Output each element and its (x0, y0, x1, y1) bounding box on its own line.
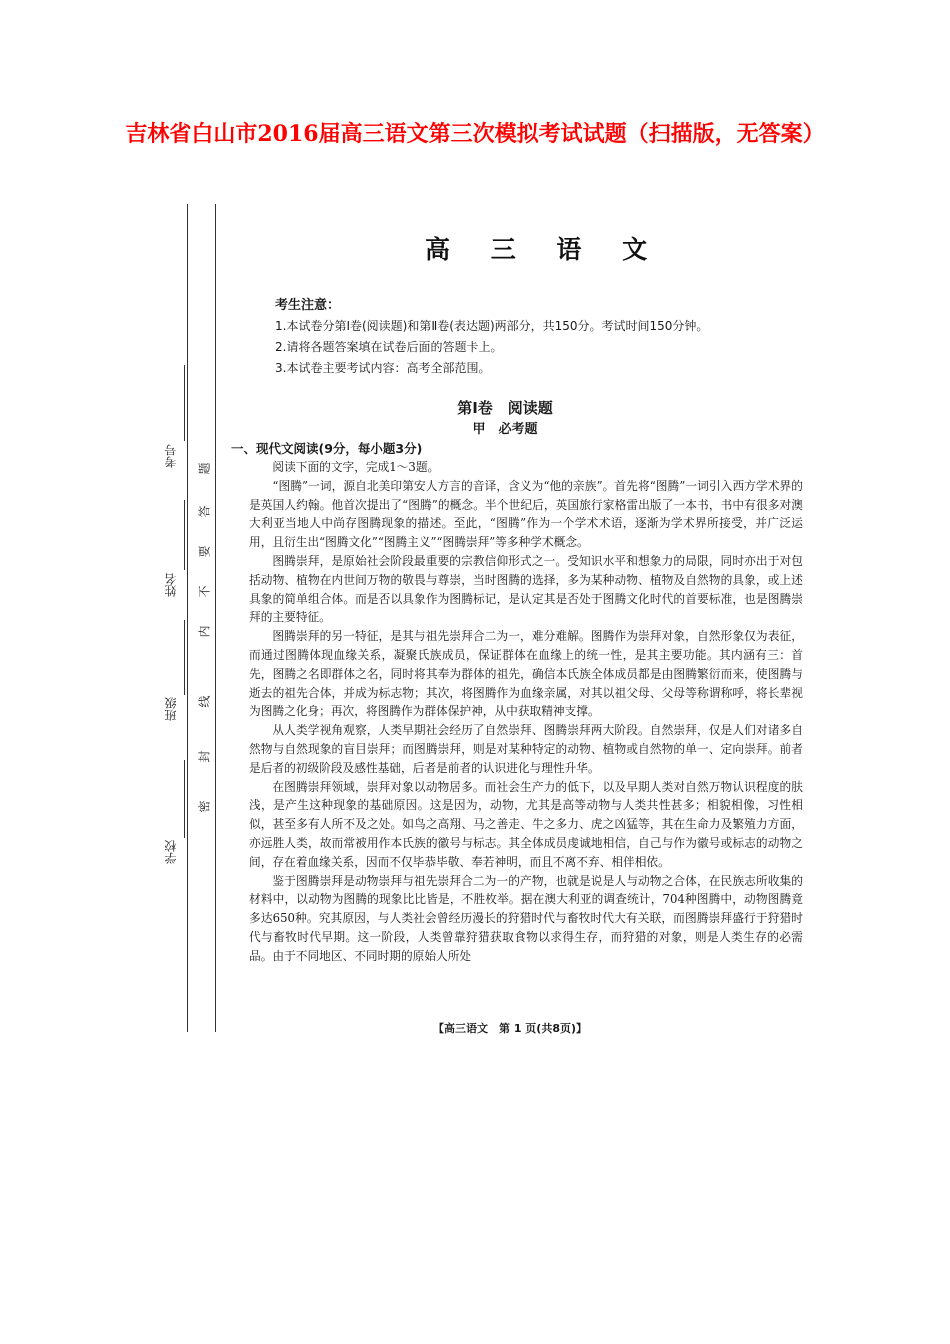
seal-char: 密 (197, 800, 212, 813)
binding-field-exam-number: 考号 (164, 444, 178, 468)
binding-line-outer (187, 204, 188, 1032)
school-fill-line (184, 760, 185, 838)
binding-field-class: 班级 (164, 697, 178, 721)
seal-char: 封 (197, 750, 212, 763)
notice-item: 1.本试卷分第Ⅰ卷(阅读题)和第Ⅱ卷(表达题)两部分，共150分。考试时间150分钟。 (275, 319, 709, 333)
notice-item: 2.请将各题答案填在试卷后面的答题卡上。 (275, 340, 503, 354)
seal-char: 要 (197, 545, 212, 558)
seal-char: 题 (197, 462, 212, 475)
passage-paragraph: “图腾”一词，源自北美印第安人方言的音译，含义为“他的亲族”。首先将“图腾”一词引入西方学术界的是英国人约翰。他首次提出了“图腾”的概念。半个世纪后，英国旅行家格雷出版了一本书，书中有很多对澳大利亚当地人中尚存图腾现象的描述。至此，“图腾”作为一个学术术语，逐渐为学术界所接受，并广泛运用，且衍生出“图腾文化”“图腾主义”“图腾崇拜”等多种学术概念。 (249, 478, 803, 550)
section-title: 一、现代文阅读(9分，每小题3分) (231, 441, 423, 456)
exam-number-fill-line (184, 365, 185, 441)
passage-paragraph: 从人类学视角观察，人类早期社会经历了自然崇拜、图腾崇拜两大阶段。自然崇拜，仅是人们对诸多自然物与自然现象的盲目崇拜；而图腾崇拜，则是对某种特定的动物、植物或自然物的单一、定向崇拜。前者是后者的初级阶段及感性基础，后者是前者的认识进化与理性升华。 (249, 723, 803, 775)
notice-title: 考生注意： (275, 298, 341, 313)
seal-char: 答 (197, 505, 212, 518)
page-footer: 【高三语文 第 1 页(共8页)】 (432, 1022, 588, 1035)
reading-passage (249, 458, 803, 966)
notice-item: 3.本试卷主要考试内容：高考全部范围。 (275, 361, 491, 375)
binding-line-inner (215, 204, 216, 1032)
binding-field-name: 姓名 (164, 573, 178, 597)
part-title: 甲 必考题 (472, 422, 538, 437)
instruction-line: 阅读下面的文字，完成1～3题。 (272, 460, 440, 474)
seal-char: 内 (197, 625, 212, 638)
exam-heading: 高 三 语 文 (425, 235, 664, 264)
notice-block (275, 295, 708, 379)
seal-char: 不 (197, 585, 212, 598)
passage-paragraph: 在图腾崇拜领域，崇拜对象以动物居多。而社会生产力的低下，以及早期人类对自然万物认识程度的肤浅，是产生这种现象的基础原因。这是因为，动物，尤其是高等动物与人类共性甚多；相貌相像，习性相似，甚至多有人所不及之处。如鸟之高翔、马之善走、牛之多力、虎之凶猛等，其在生命力及繁殖力方面，亦远胜人类，故而常被用作本氏族的徽号与标志。其全体成员虔诚地相信，自己与作为徽号或标志的动物之间，存在着血缘关系，因而不仅毕恭毕敬、奉若神明，而且不离不弃、相伴相依。 (249, 779, 803, 869)
binding-field-school: 学校 (164, 840, 178, 864)
name-fill-line (184, 500, 185, 570)
passage-paragraph: 鉴于图腾崇拜是动物崇拜与祖先崇拜合二为一的产物，也就是说是人与动物之合体，在民族志所收集的材料中，以动物为图腾的现象比比皆是，不胜枚举。据在澳大利亚的调查统计，704种图腾中，动物图腾竟多达650种。究其原因，与人类社会曾经历漫长的狩猎时代与畜牧时代大有关联，而图腾崇拜盛行于狩猎时代与畜牧时代早期。这一阶段，人类曾靠狩猎获取食物以求得生存，而狩猎的对象，则是人类生存的必需品。由于不同地区、不同时期的原始人所处 (249, 873, 803, 963)
volume-title: 第Ⅰ卷 阅读题 (457, 399, 553, 417)
class-fill-line (184, 620, 185, 695)
seal-char: 线 (197, 695, 212, 708)
passage-paragraph: 图腾崇拜，是原始社会阶段最重要的宗教信仰形式之一。受知识水平和想象力的局限，同时亦出于对包括动物、植物在内世间万物的敬畏与尊崇，当时图腾的选择，多为某种动物、植物及自然物的具象，或上述具象的简单组合体。而是否以具象作为图腾标记，是认定其是否处于图腾文化时代的首要标准，也是图腾崇拜的主要特征。 (249, 553, 803, 625)
passage-paragraph: 图腾崇拜的另一特征，是其与祖先崇拜合二为一，难分难解。图腾作为崇拜对象，自然形象仅为表征，而通过图腾体现血缘关系，凝聚氏族成员，保证群体在血缘上的统一性，是其主要功能。其内涵有三：首先，图腾之名即群体之名，同时将其奉为群体的祖先，确信本氏族全体成员都是由图腾繁衍而来，使图腾与逝去的祖先合体，并成为标志物；其次，将图腾作为血缘亲属，对其以祖父母、父母等称谓称呼，将长辈视为图腾之化身；再次，将图腾作为群体保护神，从中获取精神支撑。 (249, 629, 803, 719)
scanned-exam-page (165, 200, 805, 1040)
document-title: 吉林省白山市2016届高三语文第三次模拟考试试题（扫描版，无答案） (125, 121, 825, 147)
